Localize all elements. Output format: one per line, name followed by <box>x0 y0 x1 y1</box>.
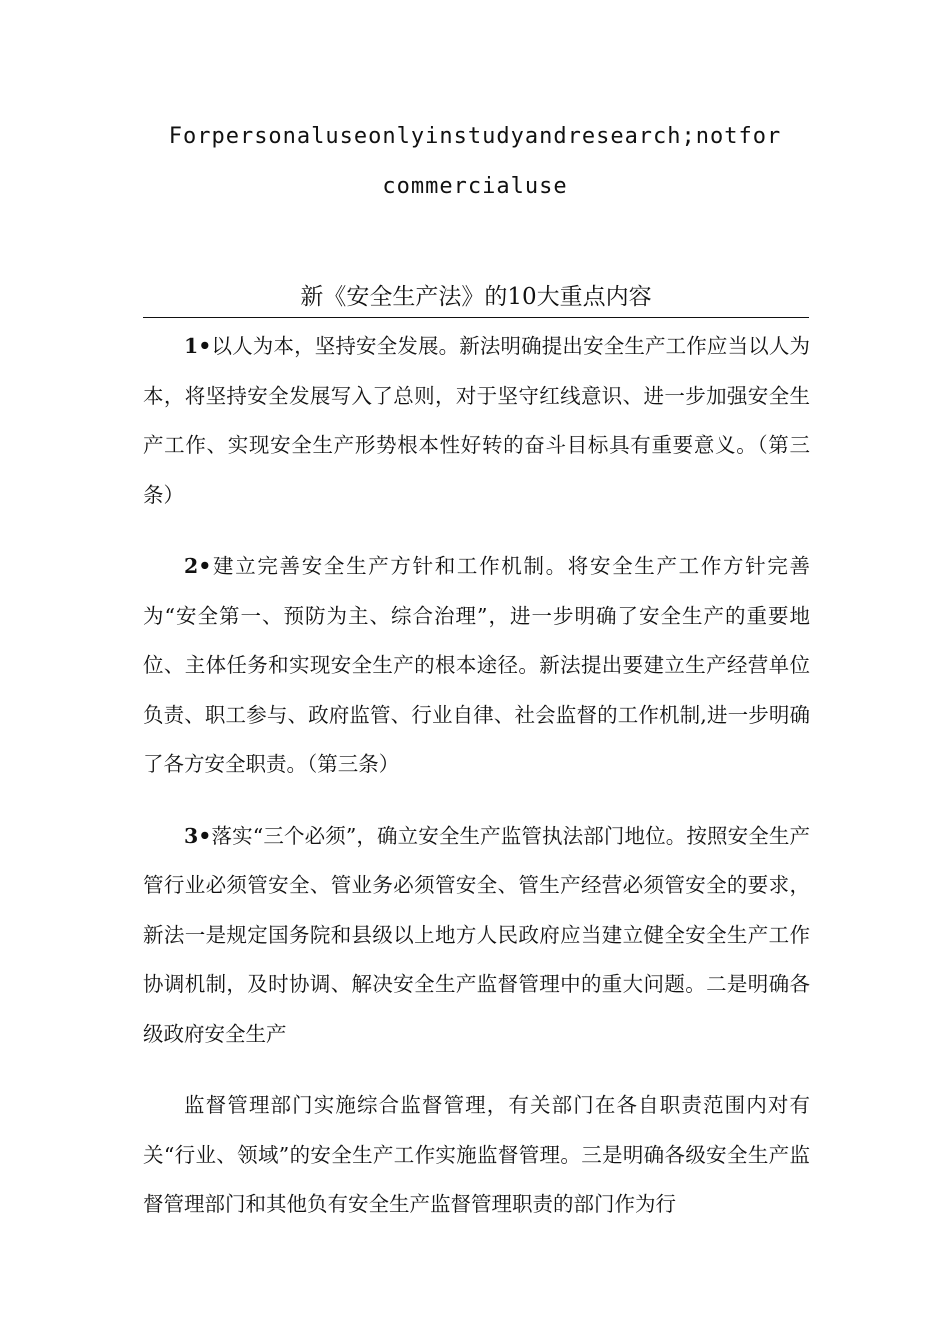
paragraph-number: 2• <box>184 554 212 578</box>
paragraph-text: 监督管理部门实施综合监督管理，有关部门在各自职责范围内对有关“行业、领域”的安全生产工作实施监督管理。三是明确各级安全生产监督管理部门和其他负有安全生产监督管理职责的部门作为行 <box>143 1093 810 1216</box>
paragraph-4 <box>143 1081 810 1230</box>
document-body <box>143 322 810 1252</box>
paragraph-text: 落实“三个必须”，确立安全生产监管执法部门地位。按照安全生产管行业必须管安全、管业务必须管安全、管生产经营必须管安全的要求，新法一是规定国务院和县级以上地方人民政府应当建立健全安全生产工作协调机制，及时协调、解决安全生产监督管理中的重大问题。二是明确各级政府安全生产 <box>143 823 810 1046</box>
paragraph-text: 建立完善安全生产方针和工作机制。将安全生产工作方针完善为“安全第一、预防为主、综合治理”，进一步明确了安全生产的重要地位、主体任务和实现安全生产的根本途径。新法提出要建立生产经营单位负责、职工参与、政府监管、行业自律、社会监督的工作机制,进一步明确了各方安全职责。（第三条） <box>143 554 810 776</box>
paragraph-2 <box>143 542 810 790</box>
paragraph-number: 1• <box>184 334 212 358</box>
paragraph-1 <box>143 322 810 520</box>
paragraph-number: 3• <box>184 823 212 848</box>
paragraph-text: 以人为本，坚持安全发展。新法明确提出安全生产工作应当以人为本，将坚持安全发展写入了总则，对于坚守红线意识、进一步加强安全生产工作、实现安全生产形势根本性好转的奋斗目标具有重要意义。（第三条） <box>143 334 810 507</box>
document-title: 新《安全生产法》的10大重点内容 <box>143 278 809 318</box>
watermark-line-2: commercialuse <box>382 174 568 199</box>
watermark-line-1: Forpersonaluseonlyinstudyandresearch;notfor <box>168 124 782 149</box>
paragraph-3 <box>143 812 810 1060</box>
